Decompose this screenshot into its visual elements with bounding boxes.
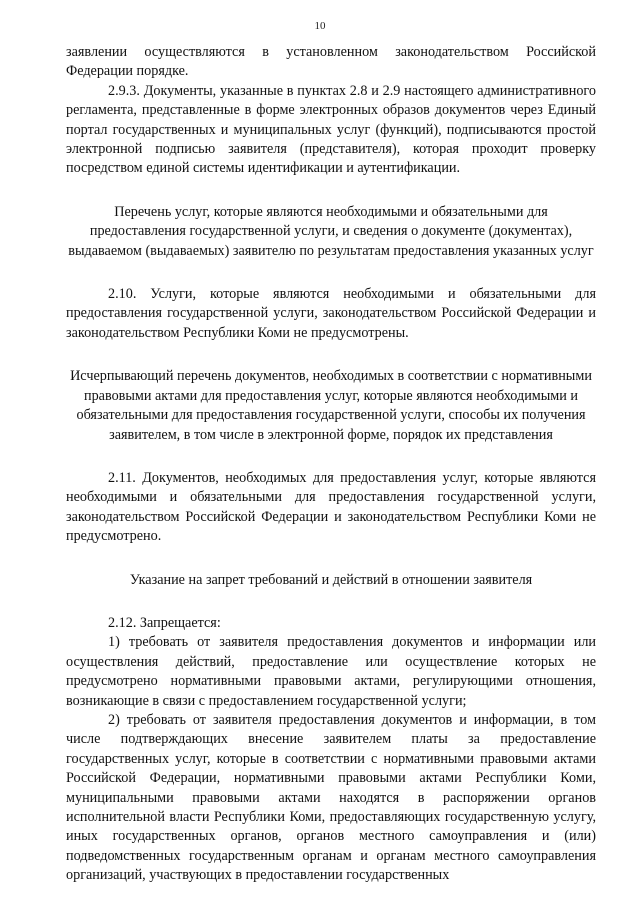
paragraph-2-11: 2.11. Документов, необходимых для предоставления услуг, которые являются необходимыми и обязательными для предоставления государственной услуги, законодательством Российской Федерации и законодательством Республики Коми не предусмотрено. [66, 469, 596, 545]
paragraph-2-12: 2.12. Запрещается: [108, 614, 221, 631]
section-heading-documents-list: Исчерпывающий перечень документов, необходимых в соответствии с нормативными правовыми актами для предоставления услуг, которые являются необходимыми и обязательными для предоставления государственной услуги, способы их получения заявителем, в том числе в электронной форме, порядок их представления [70, 368, 592, 443]
section-heading-services-list: Перечень услуг, которые являются необходимыми и обязательными для предоставления государственной услуги, и сведения о документе (документах), выдаваемом (выдаваемых) заявителю по результатам предоставления указанных услуг [68, 203, 594, 259]
section-heading-prohibitions: Указание на запрет требований и действий в отношении заявителя [129, 571, 533, 588]
paragraph-continuation: заявлении осуществляются в установленном законодательством Российской Федерации порядке. [66, 44, 596, 80]
document-body [66, 43, 596, 886]
paragraph-2-9-3: 2.9.3. Документы, указанные в пунктах 2.8 и 2.9 настоящего административного регламента, представленные в форме электронных образов документов через Единый портал государственных и муниципальных услуг (функций), подписываются простой электронной подписью заявителя (представителя), которая проходит проверку посредством единой системы идентификации и аутентификации. [66, 82, 596, 177]
list-item-2: 2) требовать от заявителя предоставления документов и информации, в том числе подтверждающих внесение заявителем платы за предоставление государственных услуг, которые в соответствии с нормативными правовыми актами Российской Федерации, нормативными правовыми актами Республики Коми, муниципальными правовыми актами находятся в распоряжении органов исполнительной власти Республики Коми, предоставляющих государственную услугу, иных государственных органов, органов местного самоуправления и (или) подведомственных государственным органам и органам местного самоуправления организаций, участвующих в предоставлении государственных [66, 711, 596, 884]
list-item-1: 1) требовать от заявителя предоставления документов и информации или осуществления действий, предоставление или осуществление которых не предусмотрено нормативными правовыми актами, регулирующими отношения, возникающие в связи с предоставлением государственной услуги; [66, 634, 596, 709]
page-number: 10 [314, 20, 326, 32]
paragraph-2-10: 2.10. Услуги, которые являются необходимыми и обязательными для предоставления государственной услуги, законодательством Российской Федерации и законодательством Республики Коми не предусмотрены. [66, 286, 596, 341]
